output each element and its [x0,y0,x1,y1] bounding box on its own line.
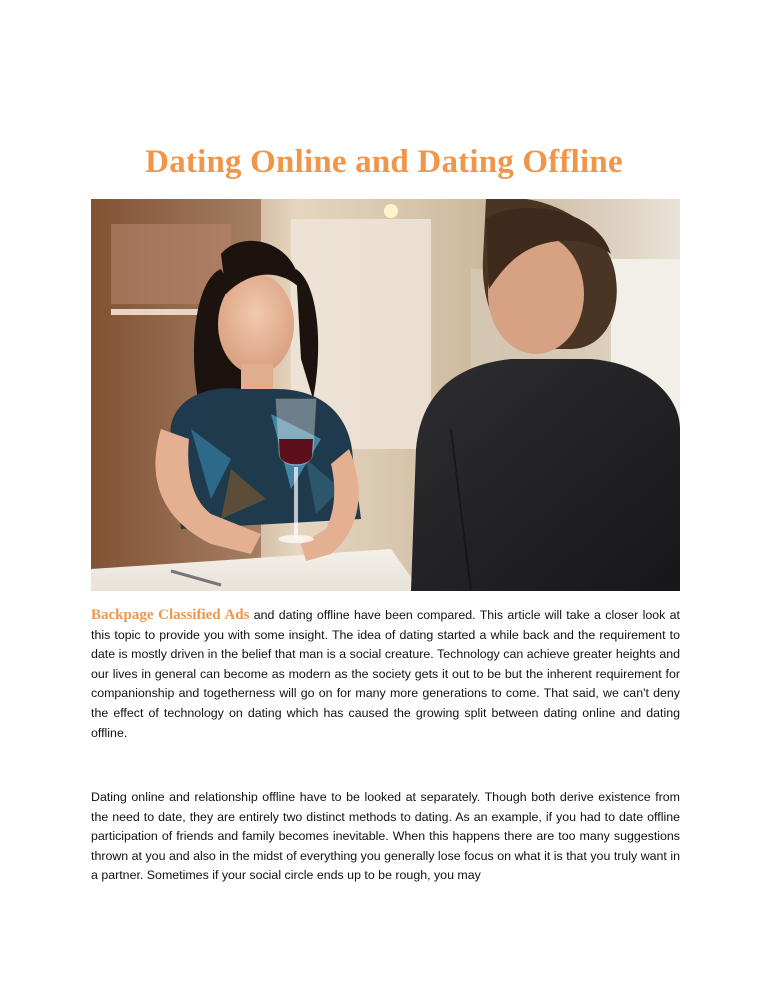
paragraph-1 [91,606,680,743]
paragraph-1-text: and dating offline have been compared. This article will take a closer look at this topic to provide you with some insight. The idea of dating started a while back and the requirement to date is mostly driven in the belief that man is a social creature. Technology can achieve greater heights and our lives in general can become as modern as the society gets it out to be but the inherent requirement for companionship and togetherness will go on for many more generations to come. That said, we can't deny the effect of technology on dating which has caused the growing split between dating online and dating offline. [91,608,681,740]
paragraph-2 [91,788,680,886]
backpage-classified-ads-link[interactable]: Backpage Classified Ads [91,607,250,623]
paragraph-2-text: Dating online and relationship offline have to be looked at separately. Though both derive existence from the need to date, they are entirely two distinct methods to dating. As an example, if you had to date offline participation of friends and family becomes inevitable. When this happens there are too many suggestions thrown at you and also in the midst of everything you generally lose focus on what it is that you truly want in a partner. Sometimes if your social circle ends up to be rough, you may [91,790,680,883]
page-title: Dating Online and Dating Offline [145,144,623,181]
dating-photo [91,199,680,591]
